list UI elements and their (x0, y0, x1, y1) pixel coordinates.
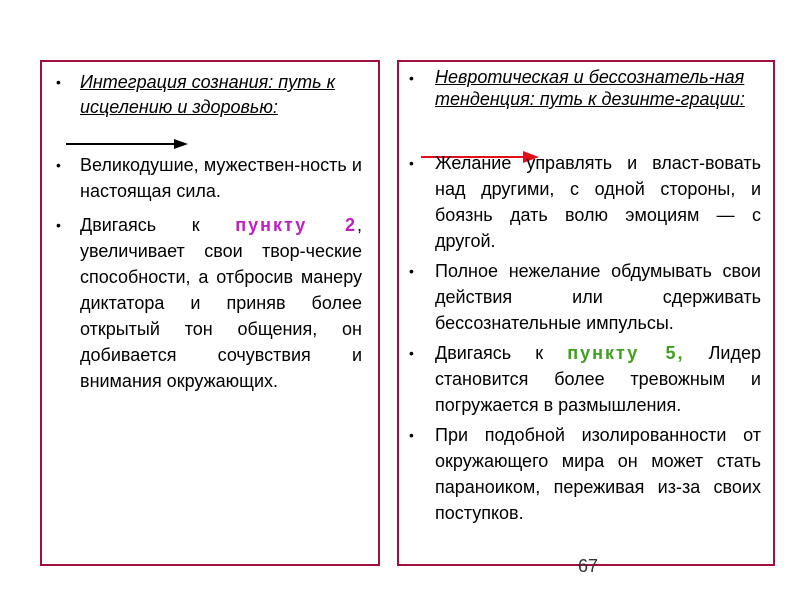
list-item (399, 150, 773, 254)
right-item-4: При подобной изолированности от окружающего мира он может стать параноиком, переживая из-за своих поступков. (435, 425, 761, 523)
left-item-2-after: , увеличивает свои твор-ческие способности, а отбросив манеру диктатора и приняв более открытый тон общения, он добивается сочувствия и внимания окружающих. (80, 215, 362, 391)
left-item-2-before: Двигаясь к (80, 215, 236, 235)
bullet-icon: • (56, 157, 61, 173)
right-heading-item (399, 66, 773, 110)
right-item-1: Желание управлять и власт-вовать над другими, с одной стороны, и боязнь дать волю эмоциям — с другой. (435, 153, 761, 251)
right-item-2: Полное нежелание обдумывать свои действия или сдерживать бессознательные импульсы. (435, 261, 761, 333)
bullet-icon: • (56, 74, 61, 90)
left-item-2-highlight: пункту 2 (235, 215, 357, 235)
left-list (42, 70, 378, 120)
list-item (42, 152, 378, 204)
left-body-list (42, 152, 378, 394)
left-panel (40, 60, 380, 566)
list-item (42, 212, 378, 394)
bullet-icon: • (409, 263, 414, 279)
left-heading-item (42, 70, 378, 120)
left-heading: Интеграция сознания: путь к исцелению и здоровью: (80, 72, 336, 117)
bullet-icon: • (409, 70, 414, 86)
right-heading: Невротическая и бессознатель-ная тенденция: путь к дезинте-грации: (435, 67, 745, 109)
right-item-3-highlight: пункту 5, (567, 343, 685, 363)
page-number: 67 (578, 556, 599, 576)
bullet-icon: • (409, 427, 414, 443)
list-item (399, 422, 773, 526)
list-item (399, 340, 773, 418)
bullet-icon: • (409, 155, 414, 171)
list-item (399, 258, 773, 336)
left-item-1: Великодушие, мужествен-ность и настоящая сила. (80, 155, 362, 201)
bullet-icon: • (56, 217, 61, 233)
right-panel (397, 60, 775, 566)
right-item-3-after: Лидер становится более тревожным и погружается в размышления. (435, 343, 761, 415)
right-list (399, 66, 773, 110)
right-body-list (399, 150, 773, 526)
arrow-right-icon (64, 138, 194, 150)
right-item-3-before: Двигаясь к (435, 343, 568, 363)
right-item-3 (435, 340, 761, 418)
left-item-2 (80, 212, 362, 394)
bullet-icon: • (409, 345, 414, 361)
